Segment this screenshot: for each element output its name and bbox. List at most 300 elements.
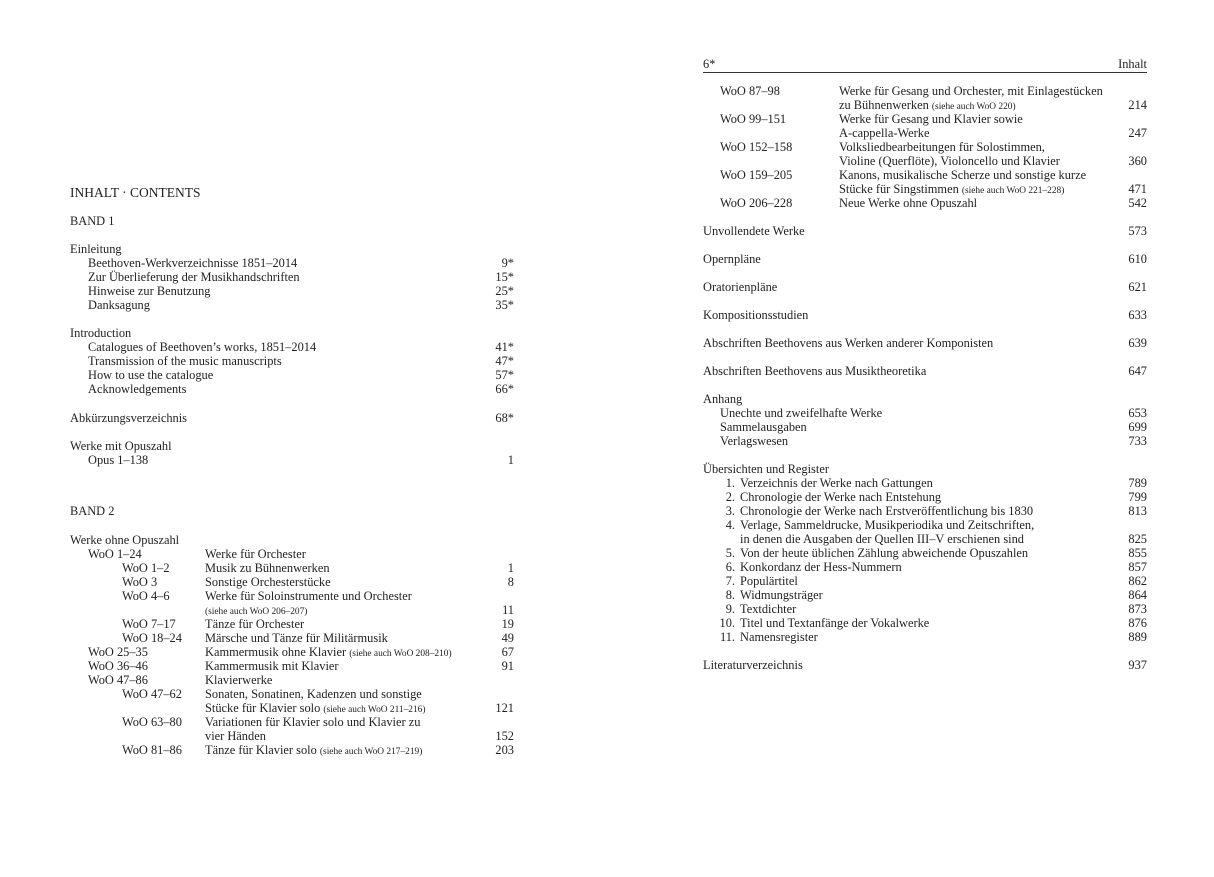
woo-row-leader <box>308 617 468 631</box>
woo-range: WoO 47–86 <box>88 673 148 687</box>
register-item <box>740 560 1147 574</box>
woo-row-text: Violine (Querflöte), Violoncello und Klavier <box>839 154 1060 168</box>
register-item-leader <box>937 476 1101 490</box>
opus-entry-leader <box>152 453 468 467</box>
einleitung-item-text: Zur Überlieferung der Musikhandschriften <box>88 270 300 284</box>
section-entry-text: Unvollendete Werke <box>703 224 805 238</box>
register-item-page: 857 <box>1128 560 1147 574</box>
register-item-label <box>740 574 798 588</box>
woo-row-leader <box>1068 182 1101 196</box>
register-item-text: Konkordanz der Hess-Nummern <box>740 560 902 574</box>
section-entry-leader <box>781 280 1101 294</box>
woo-row-label <box>205 715 420 729</box>
register-item-page: 862 <box>1128 574 1147 588</box>
register-number: 9. <box>725 602 735 616</box>
opus-entry-page: 1 <box>507 453 514 467</box>
woo-row-page: 11 <box>502 603 514 617</box>
register-number: 6. <box>725 560 735 574</box>
register-item-text: Von der heute üblichen Zählung abweichende Opuszahlen <box>740 546 1029 560</box>
section-entry-page: 610 <box>1128 252 1147 266</box>
opus-entry <box>88 453 514 467</box>
running-head: Inhalt <box>1118 57 1147 71</box>
literatur-entry-leader <box>807 658 1101 672</box>
anhang-item-leader <box>792 434 1101 448</box>
section-entry-leader <box>765 252 1101 266</box>
register-number: 5. <box>725 546 735 560</box>
register-item-page: 813 <box>1128 504 1147 518</box>
woo-range: WoO 63–80 <box>122 715 182 729</box>
einleitung-item-page: 9* <box>501 256 514 270</box>
anhang-item <box>720 434 1147 448</box>
introduction-item-leader <box>320 340 468 354</box>
woo-heading: Werke ohne Opuszahl <box>70 533 180 547</box>
register-item-page: 876 <box>1128 616 1147 630</box>
woo-row-leader <box>1020 98 1101 112</box>
section-entry-label <box>703 336 993 350</box>
woo-row-label <box>205 729 266 743</box>
section-entry-leader <box>997 336 1101 350</box>
introduction-item <box>88 340 514 354</box>
woo-range: WoO 87–98 <box>720 84 780 98</box>
introduction-item-label <box>88 340 316 354</box>
section-entry-text: Opernpläne <box>703 252 761 266</box>
band-1-heading: BAND 1 <box>70 214 115 228</box>
section-entry-text: Kompositionsstudien <box>703 308 809 322</box>
introduction-item-leader <box>190 382 468 396</box>
woo-range: WoO 99–151 <box>720 112 787 126</box>
woo-row-page: 152 <box>495 729 514 743</box>
woo-row <box>839 140 1147 154</box>
woo-row <box>205 575 514 589</box>
register-item-leader <box>933 616 1101 630</box>
einleitung-item <box>88 270 514 284</box>
register-item-page: 873 <box>1128 602 1147 616</box>
woo-row-leader <box>343 659 468 673</box>
register-item <box>740 490 1147 504</box>
woo-row <box>839 112 1147 126</box>
introduction-item-label <box>88 382 186 396</box>
abkuerzungen-entry-label <box>70 411 187 425</box>
register-item <box>740 630 1147 644</box>
woo-row-leader <box>311 603 468 617</box>
woo-row <box>205 673 514 687</box>
woo-row-page: 542 <box>1128 196 1147 210</box>
woo-row <box>205 603 514 617</box>
section-entry <box>703 308 1147 322</box>
woo-row-page: 121 <box>495 701 514 715</box>
register-item <box>740 476 1147 490</box>
section-entry <box>703 336 1147 350</box>
woo-row <box>205 743 514 757</box>
einleitung-heading: Einleitung <box>70 242 122 256</box>
woo-row-page: 49 <box>501 631 514 645</box>
register-item-page: 789 <box>1128 476 1147 490</box>
literatur-entry-text: Literaturverzeichnis <box>703 658 803 672</box>
introduction-item-page: 57* <box>495 368 514 382</box>
woo-row <box>205 687 514 701</box>
register-number: 4. <box>725 518 735 532</box>
woo-row <box>205 659 514 673</box>
section-entry-page: 647 <box>1128 364 1147 378</box>
register-item-leader <box>1037 504 1101 518</box>
introduction-item <box>88 382 514 396</box>
register-item <box>740 574 1147 588</box>
anhang-item-text: Verlagswesen <box>720 434 789 448</box>
woo-row-text: Werke für Gesang und Klavier sowie <box>839 112 1023 126</box>
woo-row-note: (siehe auch WoO 206–207) <box>205 607 308 617</box>
einleitung-item-text: Hinweise zur Benutzung <box>88 284 211 298</box>
einleitung-item-leader <box>304 270 468 284</box>
register-item-text: Populärtitel <box>740 574 798 588</box>
woo-row <box>839 126 1147 140</box>
woo-row-text: Klavierwerke <box>205 673 273 687</box>
register-item-leader <box>1032 546 1101 560</box>
section-entry-leader <box>812 308 1101 322</box>
section-entry-page: 633 <box>1128 308 1147 322</box>
woo-row-leader <box>1064 154 1101 168</box>
abkuerzungen-entry-text: Abkürzungsverzeichnis <box>70 411 187 425</box>
register-item <box>740 532 1147 546</box>
register-item-leader <box>800 602 1101 616</box>
woo-row-page: 471 <box>1128 182 1147 196</box>
einleitung-item <box>88 298 514 312</box>
woo-row-text: Werke für Soloinstrumente und Orchester <box>205 589 412 603</box>
section-entry-page: 573 <box>1128 224 1147 238</box>
section-entry <box>703 224 1147 238</box>
band-2-heading: BAND 2 <box>70 504 115 518</box>
woo-row-page: 360 <box>1128 154 1147 168</box>
woo-row-note: (siehe auch WoO 221–228) <box>961 186 1065 196</box>
introduction-item-label <box>88 368 213 382</box>
woo-row <box>205 617 514 631</box>
register-item-label <box>740 588 823 602</box>
anhang-item-page: 699 <box>1128 420 1147 434</box>
introduction-item <box>88 354 514 368</box>
woo-row-label <box>839 140 1045 154</box>
woo-row-text: A-cappella-Werke <box>839 126 930 140</box>
woo-range: WoO 3 <box>122 575 158 589</box>
einleitung-item-label <box>88 298 150 312</box>
register-item-label <box>740 490 941 504</box>
einleitung-item-page: 35* <box>495 298 514 312</box>
anhang-item-label <box>720 406 882 420</box>
literatur-entry <box>703 658 1147 672</box>
register-item-leader <box>906 560 1101 574</box>
register-item-page: 799 <box>1128 490 1147 504</box>
einleitung-item <box>88 284 514 298</box>
woo-row-leader <box>429 701 468 715</box>
section-entry-label <box>703 364 926 378</box>
woo-row-label <box>839 112 1023 126</box>
woo-row <box>839 154 1147 168</box>
woo-row <box>205 645 514 659</box>
register-item-page: 864 <box>1128 588 1147 602</box>
register-item-label <box>740 504 1033 518</box>
woo-row <box>205 631 514 645</box>
introduction-item-page: 66* <box>495 382 514 396</box>
woo-row <box>205 561 514 575</box>
register-item-text: Chronologie der Werke nach Erstveröffentlichung bis 1830 <box>740 504 1034 518</box>
register-item <box>740 504 1147 518</box>
anhang-item-page: 733 <box>1128 434 1147 448</box>
woo-row-text: Volksliedbearbeitungen für Solostimmen, <box>839 140 1045 154</box>
introduction-item-label <box>88 354 282 368</box>
woo-row <box>839 182 1147 196</box>
einleitung-item-page: 15* <box>495 270 514 284</box>
section-entry-text: Abschriften Beethovens aus Werken anderer Komponisten <box>703 336 994 350</box>
register-item-label <box>740 616 929 630</box>
register-item-text: Verzeichnis der Werke nach Gattungen <box>740 476 933 490</box>
woo-row-page: 1 <box>507 561 514 575</box>
woo-row <box>205 701 514 715</box>
woo-row <box>205 589 514 603</box>
woo-row-label <box>839 126 930 140</box>
woo-row-note: (siehe auch WoO 220) <box>931 102 1016 112</box>
running-head-rule <box>703 72 1147 73</box>
woo-range: WoO 18–24 <box>122 631 182 645</box>
section-entry-page: 621 <box>1128 280 1147 294</box>
register-item-label <box>740 476 933 490</box>
woo-range: WoO 36–46 <box>88 659 148 673</box>
anhang-item <box>720 406 1147 420</box>
register-item-leader <box>945 490 1101 504</box>
register-item-leader <box>827 588 1101 602</box>
register-item-page: 825 <box>1128 532 1147 546</box>
woo-row-leader <box>270 729 468 743</box>
register-item-page: 889 <box>1128 630 1147 644</box>
abkuerzungen-entry-page: 68* <box>495 411 514 425</box>
woo-row-page: 8 <box>507 575 514 589</box>
woo-row <box>839 168 1147 182</box>
woo-row-text: Kammermusik mit Klavier <box>205 659 339 673</box>
einleitung-item-label <box>88 270 300 284</box>
register-item-leader <box>802 574 1101 588</box>
woo-range: WoO 47–62 <box>122 687 182 701</box>
woo-row-leader <box>392 631 468 645</box>
woo-row-text: Tänze für Orchester <box>205 617 305 631</box>
woo-row-note: (siehe auch WoO 211–216) <box>323 705 426 715</box>
register-number: 3. <box>725 504 735 518</box>
anhang-item-text: Unechte und zweifelhafte Werke <box>720 406 883 420</box>
folio: 6* <box>703 57 716 71</box>
woo-row-leader <box>934 126 1102 140</box>
register-number: 10. <box>719 616 735 630</box>
einleitung-item-text: Beethoven-Werkverzeichnisse 1851–2014 <box>88 256 298 270</box>
anhang-item-text: Sammelausgaben <box>720 420 807 434</box>
woo-row <box>839 196 1147 210</box>
section-entry-leader <box>930 364 1101 378</box>
woo-row-page: 214 <box>1128 98 1147 112</box>
woo-row-text: Stücke für Singstimmen <box>839 182 959 196</box>
section-entry <box>703 280 1147 294</box>
anhang-item-label <box>720 434 788 448</box>
woo-row-text: Tänze für Klavier solo <box>205 743 317 757</box>
anhang-item <box>720 420 1147 434</box>
woo-row-label <box>205 659 339 673</box>
woo-row-label <box>205 589 412 603</box>
register-item-label <box>740 560 902 574</box>
register-item-leader <box>1028 532 1101 546</box>
register-item-text: Namensregister <box>740 630 818 644</box>
anhang-item-leader <box>811 420 1101 434</box>
register-number: 11. <box>719 630 735 644</box>
register-item-text: Textdichter <box>740 602 797 616</box>
woo-row-leader <box>334 561 468 575</box>
woo-range: WoO 7–17 <box>122 617 176 631</box>
woo-row-text: Stücke für Klavier solo <box>205 701 321 715</box>
woo-range: WoO 1–24 <box>88 547 142 561</box>
woo-row-label <box>205 575 331 589</box>
woo-row <box>839 98 1147 112</box>
introduction-item-leader <box>286 354 468 368</box>
woo-row-page: 91 <box>501 659 514 673</box>
literatur-entry-page: 937 <box>1128 658 1147 672</box>
register-item <box>740 588 1147 602</box>
woo-row <box>205 729 514 743</box>
woo-row-label <box>839 168 1086 182</box>
woo-row-note: (siehe auch WoO 217–219) <box>319 747 423 757</box>
section-entry-page: 639 <box>1128 336 1147 350</box>
opus-entry-label <box>88 453 148 467</box>
introduction-item-text: Acknowledgements <box>88 382 187 396</box>
woo-row <box>205 547 514 561</box>
register-number: 8. <box>725 588 735 602</box>
woo-row-text: zu Bühnenwerken <box>839 98 929 112</box>
register-item <box>740 602 1147 616</box>
woo-row-page: 247 <box>1128 126 1147 140</box>
woo-row-text: Variationen für Klavier solo und Klavier zu <box>205 715 421 729</box>
introduction-item-text: Catalogues of Beethoven’s works, 1851–2014 <box>88 340 317 354</box>
einleitung-item-leader <box>301 256 468 270</box>
register-item-text: Titel und Textanfänge der Vokalwerke <box>740 616 930 630</box>
woo-row-label <box>839 84 1103 98</box>
woo-row-text: Werke für Gesang und Orchester, mit Einlagestücken <box>839 84 1103 98</box>
introduction-item-text: How to use the catalogue <box>88 368 214 382</box>
woo-row-label <box>205 617 304 631</box>
section-entry-text: Oratorienpläne <box>703 280 778 294</box>
register-heading: Übersichten und Register <box>703 462 829 476</box>
introduction-item-leader <box>217 368 468 382</box>
einleitung-item-leader <box>215 284 469 298</box>
introduction-item-page: 41* <box>495 340 514 354</box>
woo-row-label <box>205 743 422 759</box>
section-entry-text: Abschriften Beethovens aus Musiktheoretika <box>703 364 927 378</box>
register-item-text: in denen die Ausgaben der Quellen III–V erschienen sind <box>740 532 1024 546</box>
einleitung-item-page: 25* <box>495 284 514 298</box>
register-item-label <box>740 546 1028 560</box>
woo-row-leader <box>335 575 468 589</box>
register-item-text: Verlage, Sammeldrucke, Musikperiodika und Zeitschriften, <box>740 518 1035 532</box>
section-entry-leader <box>809 224 1101 238</box>
woo-row-label <box>205 631 388 645</box>
section-entry <box>703 252 1147 266</box>
woo-row-label <box>205 547 306 561</box>
woo-range: WoO 25–35 <box>88 645 148 659</box>
einleitung-item-text: Danksagung <box>88 298 150 312</box>
woo-row-page: 19 <box>501 617 514 631</box>
register-item-text: Chronologie der Werke nach Entstehung <box>740 490 942 504</box>
register-item <box>740 616 1147 630</box>
abkuerzungen-entry-leader <box>191 411 468 425</box>
woo-row-page: 203 <box>495 743 514 757</box>
woo-row-text: Neue Werke ohne Opuszahl <box>839 196 978 210</box>
register-number: 7. <box>725 574 735 588</box>
section-entry-label <box>703 280 777 294</box>
register-item-page: 855 <box>1128 546 1147 560</box>
anhang-item-page: 653 <box>1128 406 1147 420</box>
woo-row-label <box>839 196 977 210</box>
register-item-label <box>740 602 796 616</box>
einleitung-item-leader <box>154 298 468 312</box>
woo-row-page: 67 <box>501 645 514 659</box>
opus-entry-text: Opus 1–138 <box>88 453 149 467</box>
contents-title: INHALT · CONTENTS <box>70 185 201 200</box>
woo-row <box>839 84 1147 98</box>
section-entry-label <box>703 252 761 266</box>
register-number: 1. <box>725 476 735 490</box>
woo-row-text: Musik zu Bühnenwerken <box>205 561 330 575</box>
introduction-item <box>88 368 514 382</box>
woo-row-text: vier Händen <box>205 729 266 743</box>
introduction-item-text: Transmission of the music manuscripts <box>88 354 282 368</box>
woo-row-text: Kammermusik ohne Klavier <box>205 645 347 659</box>
woo-row-text: Werke für Orchester <box>205 547 306 561</box>
section-entry-label <box>703 308 808 322</box>
woo-row-text: Kanons, musikalische Scherze und sonstige kurze <box>839 168 1087 182</box>
woo-row-label <box>205 687 422 701</box>
woo-row <box>205 715 514 729</box>
literatur-entry-label <box>703 658 803 672</box>
register-item-leader <box>822 630 1101 644</box>
anhang-item-label <box>720 420 807 434</box>
woo-row-leader <box>981 196 1101 210</box>
section-entry-label <box>703 224 805 238</box>
introduction-heading: Introduction <box>70 326 132 340</box>
woo-range: WoO 4–6 <box>122 589 170 603</box>
anhang-item-leader <box>886 406 1101 420</box>
einleitung-item-label <box>88 284 211 298</box>
register-item-label <box>740 518 1034 532</box>
woo-row-label <box>839 154 1060 168</box>
register-item-label <box>740 630 818 644</box>
section-entry <box>703 364 1147 378</box>
introduction-item-page: 47* <box>495 354 514 368</box>
woo-row-leader <box>426 743 468 757</box>
einleitung-item <box>88 256 514 270</box>
register-item-label <box>740 532 1024 546</box>
opus-heading: Werke mit Opuszahl <box>70 439 172 453</box>
woo-row-note: (siehe auch WoO 208–210) <box>349 649 452 659</box>
woo-row-text: Sonaten, Sonatinen, Kadenzen und sonstige <box>205 687 422 701</box>
einleitung-item-label <box>88 256 297 270</box>
woo-row-leader <box>456 645 468 659</box>
woo-row-label <box>205 673 272 687</box>
woo-range: WoO 1–2 <box>122 561 170 575</box>
woo-range: WoO 206–228 <box>720 196 793 210</box>
register-item <box>740 546 1147 560</box>
woo-row-label <box>205 561 330 575</box>
woo-row-text: Märsche und Tänze für Militärmusik <box>205 631 388 645</box>
woo-range: WoO 152–158 <box>720 140 793 154</box>
anhang-heading: Anhang <box>703 392 743 406</box>
woo-range: WoO 159–205 <box>720 168 793 182</box>
woo-range: WoO 81–86 <box>122 743 182 757</box>
register-item-text: Widmungsträger <box>740 588 823 602</box>
register-number: 2. <box>725 490 735 504</box>
woo-row-text: Sonstige Orchesterstücke <box>205 575 331 589</box>
register-item <box>740 518 1147 532</box>
abkuerzungen-entry <box>70 411 514 425</box>
